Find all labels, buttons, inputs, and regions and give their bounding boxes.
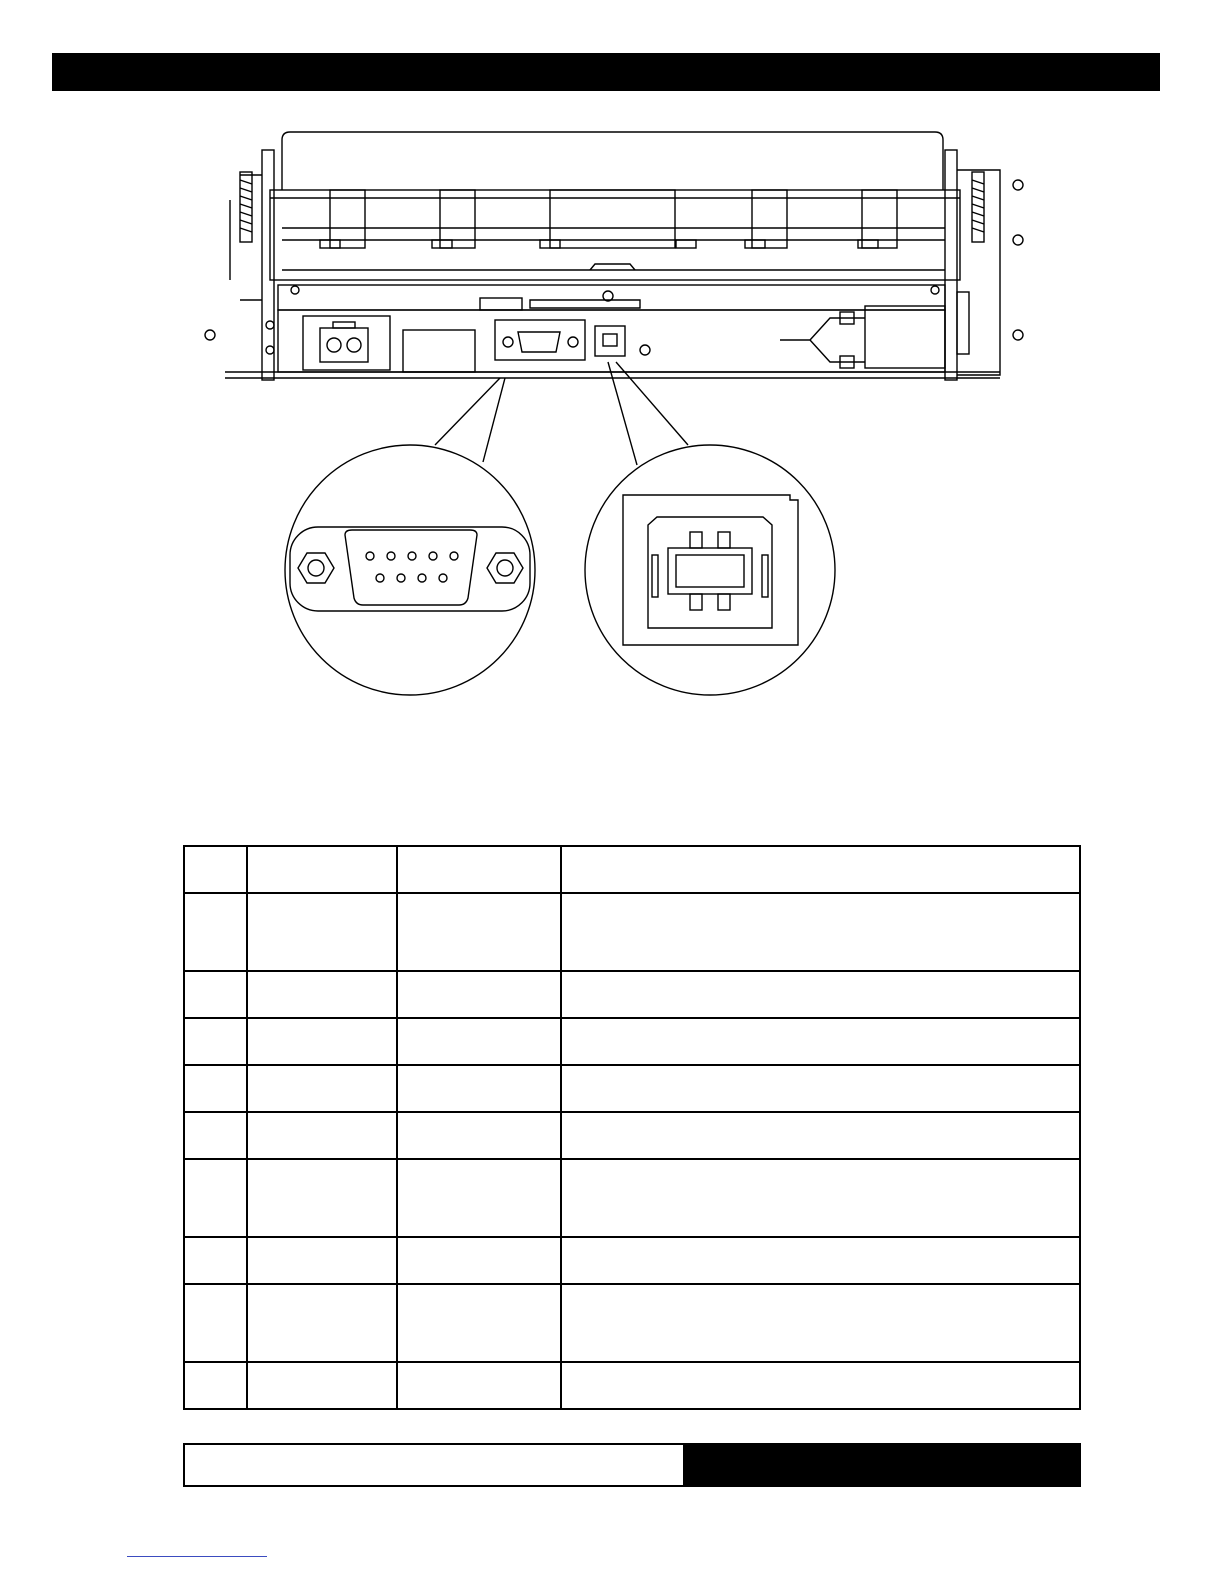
right-spring [972, 172, 984, 242]
table-header-row [184, 846, 1080, 893]
table-cell [397, 1362, 561, 1409]
table-cell [184, 1065, 247, 1112]
page-link[interactable] [127, 1556, 267, 1557]
table-row [184, 893, 1080, 971]
table-cell [397, 893, 561, 971]
table-cell [561, 1065, 1080, 1112]
table-header-cell [397, 846, 561, 893]
table-header-cell [184, 846, 247, 893]
usb-port-small [595, 326, 625, 356]
table-cell [247, 1112, 397, 1159]
power-connector [303, 316, 390, 370]
table-cell [247, 1159, 397, 1237]
table-cell [561, 893, 1080, 971]
table-cell [397, 1065, 561, 1112]
table-cell [184, 1112, 247, 1159]
table-cell [247, 893, 397, 971]
table-header-cell [247, 846, 397, 893]
table-cell [561, 971, 1080, 1018]
table-cell [247, 1284, 397, 1362]
table-cell [184, 893, 247, 971]
usb-type-b-detail-view [585, 445, 835, 695]
table-row [184, 1237, 1080, 1284]
serial-db9-detail-view [285, 445, 535, 695]
table-cell [397, 971, 561, 1018]
table-row [184, 1065, 1080, 1112]
table-cell [247, 971, 397, 1018]
table-row [184, 971, 1080, 1018]
table-cell [184, 1159, 247, 1237]
table-cell [397, 1284, 561, 1362]
table-cell [561, 1362, 1080, 1409]
footer-left-panel [185, 1445, 683, 1485]
footer-bar [183, 1443, 1081, 1487]
table-cell [184, 1018, 247, 1065]
table-cell [184, 1284, 247, 1362]
left-spring [240, 172, 252, 242]
table-cell [561, 1237, 1080, 1284]
table-cell [561, 1159, 1080, 1237]
serial-port-small [495, 320, 585, 360]
footer-right-panel [683, 1445, 1079, 1485]
printer-mechanism-body [205, 132, 1023, 380]
spec-table [183, 845, 1081, 1410]
table-cell [184, 971, 247, 1018]
table-row [184, 1018, 1080, 1065]
sensor-assembly [780, 292, 969, 368]
table-cell [561, 1284, 1080, 1362]
table-header-cell [561, 846, 1080, 893]
table-cell [397, 1237, 561, 1284]
table-cell [397, 1159, 561, 1237]
table-row [184, 1112, 1080, 1159]
table-cell [397, 1112, 561, 1159]
table-cell [184, 1362, 247, 1409]
table-cell [247, 1018, 397, 1065]
table-row [184, 1362, 1080, 1409]
table-row [184, 1159, 1080, 1237]
table-row [184, 1284, 1080, 1362]
table-cell [184, 1237, 247, 1284]
printer-rear-drawing [0, 100, 1224, 720]
table-cell [247, 1237, 397, 1284]
table-cell [397, 1018, 561, 1065]
table-cell [247, 1065, 397, 1112]
table-cell [561, 1018, 1080, 1065]
table-cell [561, 1112, 1080, 1159]
header-bar [52, 53, 1160, 91]
table-cell [247, 1362, 397, 1409]
